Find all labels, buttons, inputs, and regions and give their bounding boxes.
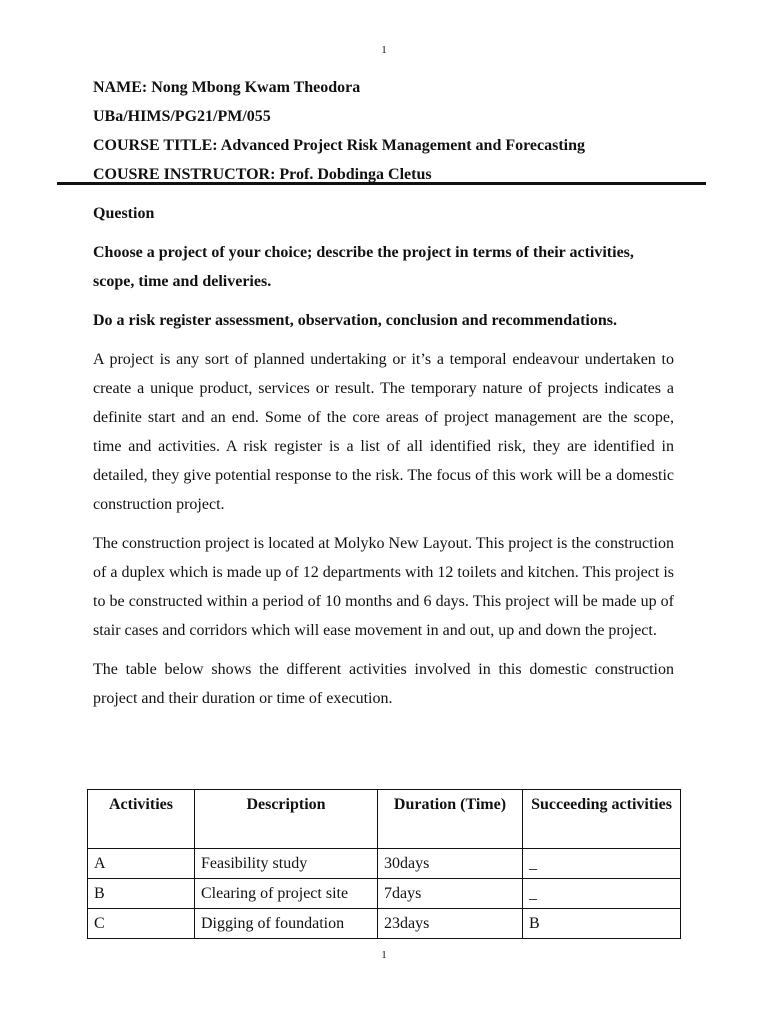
student-name-line — [93, 73, 713, 102]
table-row — [88, 849, 681, 879]
question-heading: Question — [93, 205, 155, 222]
table-cell-activity: C — [88, 909, 195, 939]
table-header-row — [88, 790, 681, 849]
document-body — [93, 199, 674, 723]
table-cell-succeeding: _ — [523, 879, 681, 909]
page-number-bottom: 1 — [381, 949, 387, 961]
intro-paragraph: A project is any sort of planned undertaking or it’s a temporal endeavour undertaken to create a unique product, services or result. The temporary nature of projects indicates a definite start and an end. Some of the core areas of project management are the scope, time and activities. A risk register is a list of all identified risk, they are identified in detailed, they give potential response to the risk. The focus of this work will be a domestic construction project. — [93, 351, 674, 513]
table-header-activities: Activities — [88, 790, 195, 849]
table-header-succeeding: Succeeding activities — [523, 790, 681, 849]
name-label: NAME: — [93, 79, 148, 96]
question-text-2: Do a risk register assessment, observation, conclusion and recommendations. — [93, 312, 617, 329]
table-cell-duration: 30days — [378, 849, 523, 879]
course-instructor-label: COUSRE INSTRUCTOR: — [93, 166, 276, 183]
table-header-description: Description — [195, 790, 378, 849]
table-row — [88, 909, 681, 939]
table-cell-duration: 23days — [378, 909, 523, 939]
table-cell-description: Digging of foundation — [195, 909, 378, 939]
course-title-label: COURSE TITLE: — [93, 137, 218, 154]
registration-number-line — [93, 102, 713, 131]
page-number-top: 1 — [381, 44, 387, 56]
table-cell-activity: A — [88, 849, 195, 879]
table-intro-paragraph: The table below shows the different activities involved in this domestic construction project and their duration or time of execution. — [93, 661, 674, 707]
project-description-paragraph: The construction project is located at Molyko New Layout. This project is the construction of a duplex which is made up of 12 departments with 12 toilets and kitchen. This project is to be constructed within a period of 10 months and 6 days. This project will be made up of stair cases and corridors which will ease movement in and out, up and down the project. — [93, 535, 674, 639]
table-cell-succeeding: B — [523, 909, 681, 939]
name-value: Nong Mbong Kwam Theodora — [147, 79, 361, 96]
table-row — [88, 879, 681, 909]
course-instructor-value: Prof. Dobdinga Cletus — [275, 166, 432, 183]
table-cell-duration: 7days — [378, 879, 523, 909]
table-header-duration: Duration (Time) — [378, 790, 523, 849]
table-cell-succeeding: _ — [523, 849, 681, 879]
registration-number: UBa/HIMS/PG21/PM/055 — [93, 108, 271, 125]
table-cell-activity: B — [88, 879, 195, 909]
header-divider — [57, 182, 706, 185]
document-header — [93, 73, 713, 189]
table-cell-description: Feasibility study — [195, 849, 378, 879]
course-title-line — [93, 131, 713, 160]
question-text-1: Choose a project of your choice; describe the project in terms of their activities, scope, time and deliveries. — [93, 244, 634, 290]
activities-table — [87, 789, 681, 939]
table-cell-description: Clearing of project site — [195, 879, 378, 909]
course-title-value: Advanced Project Risk Management and Forecasting — [217, 137, 586, 154]
